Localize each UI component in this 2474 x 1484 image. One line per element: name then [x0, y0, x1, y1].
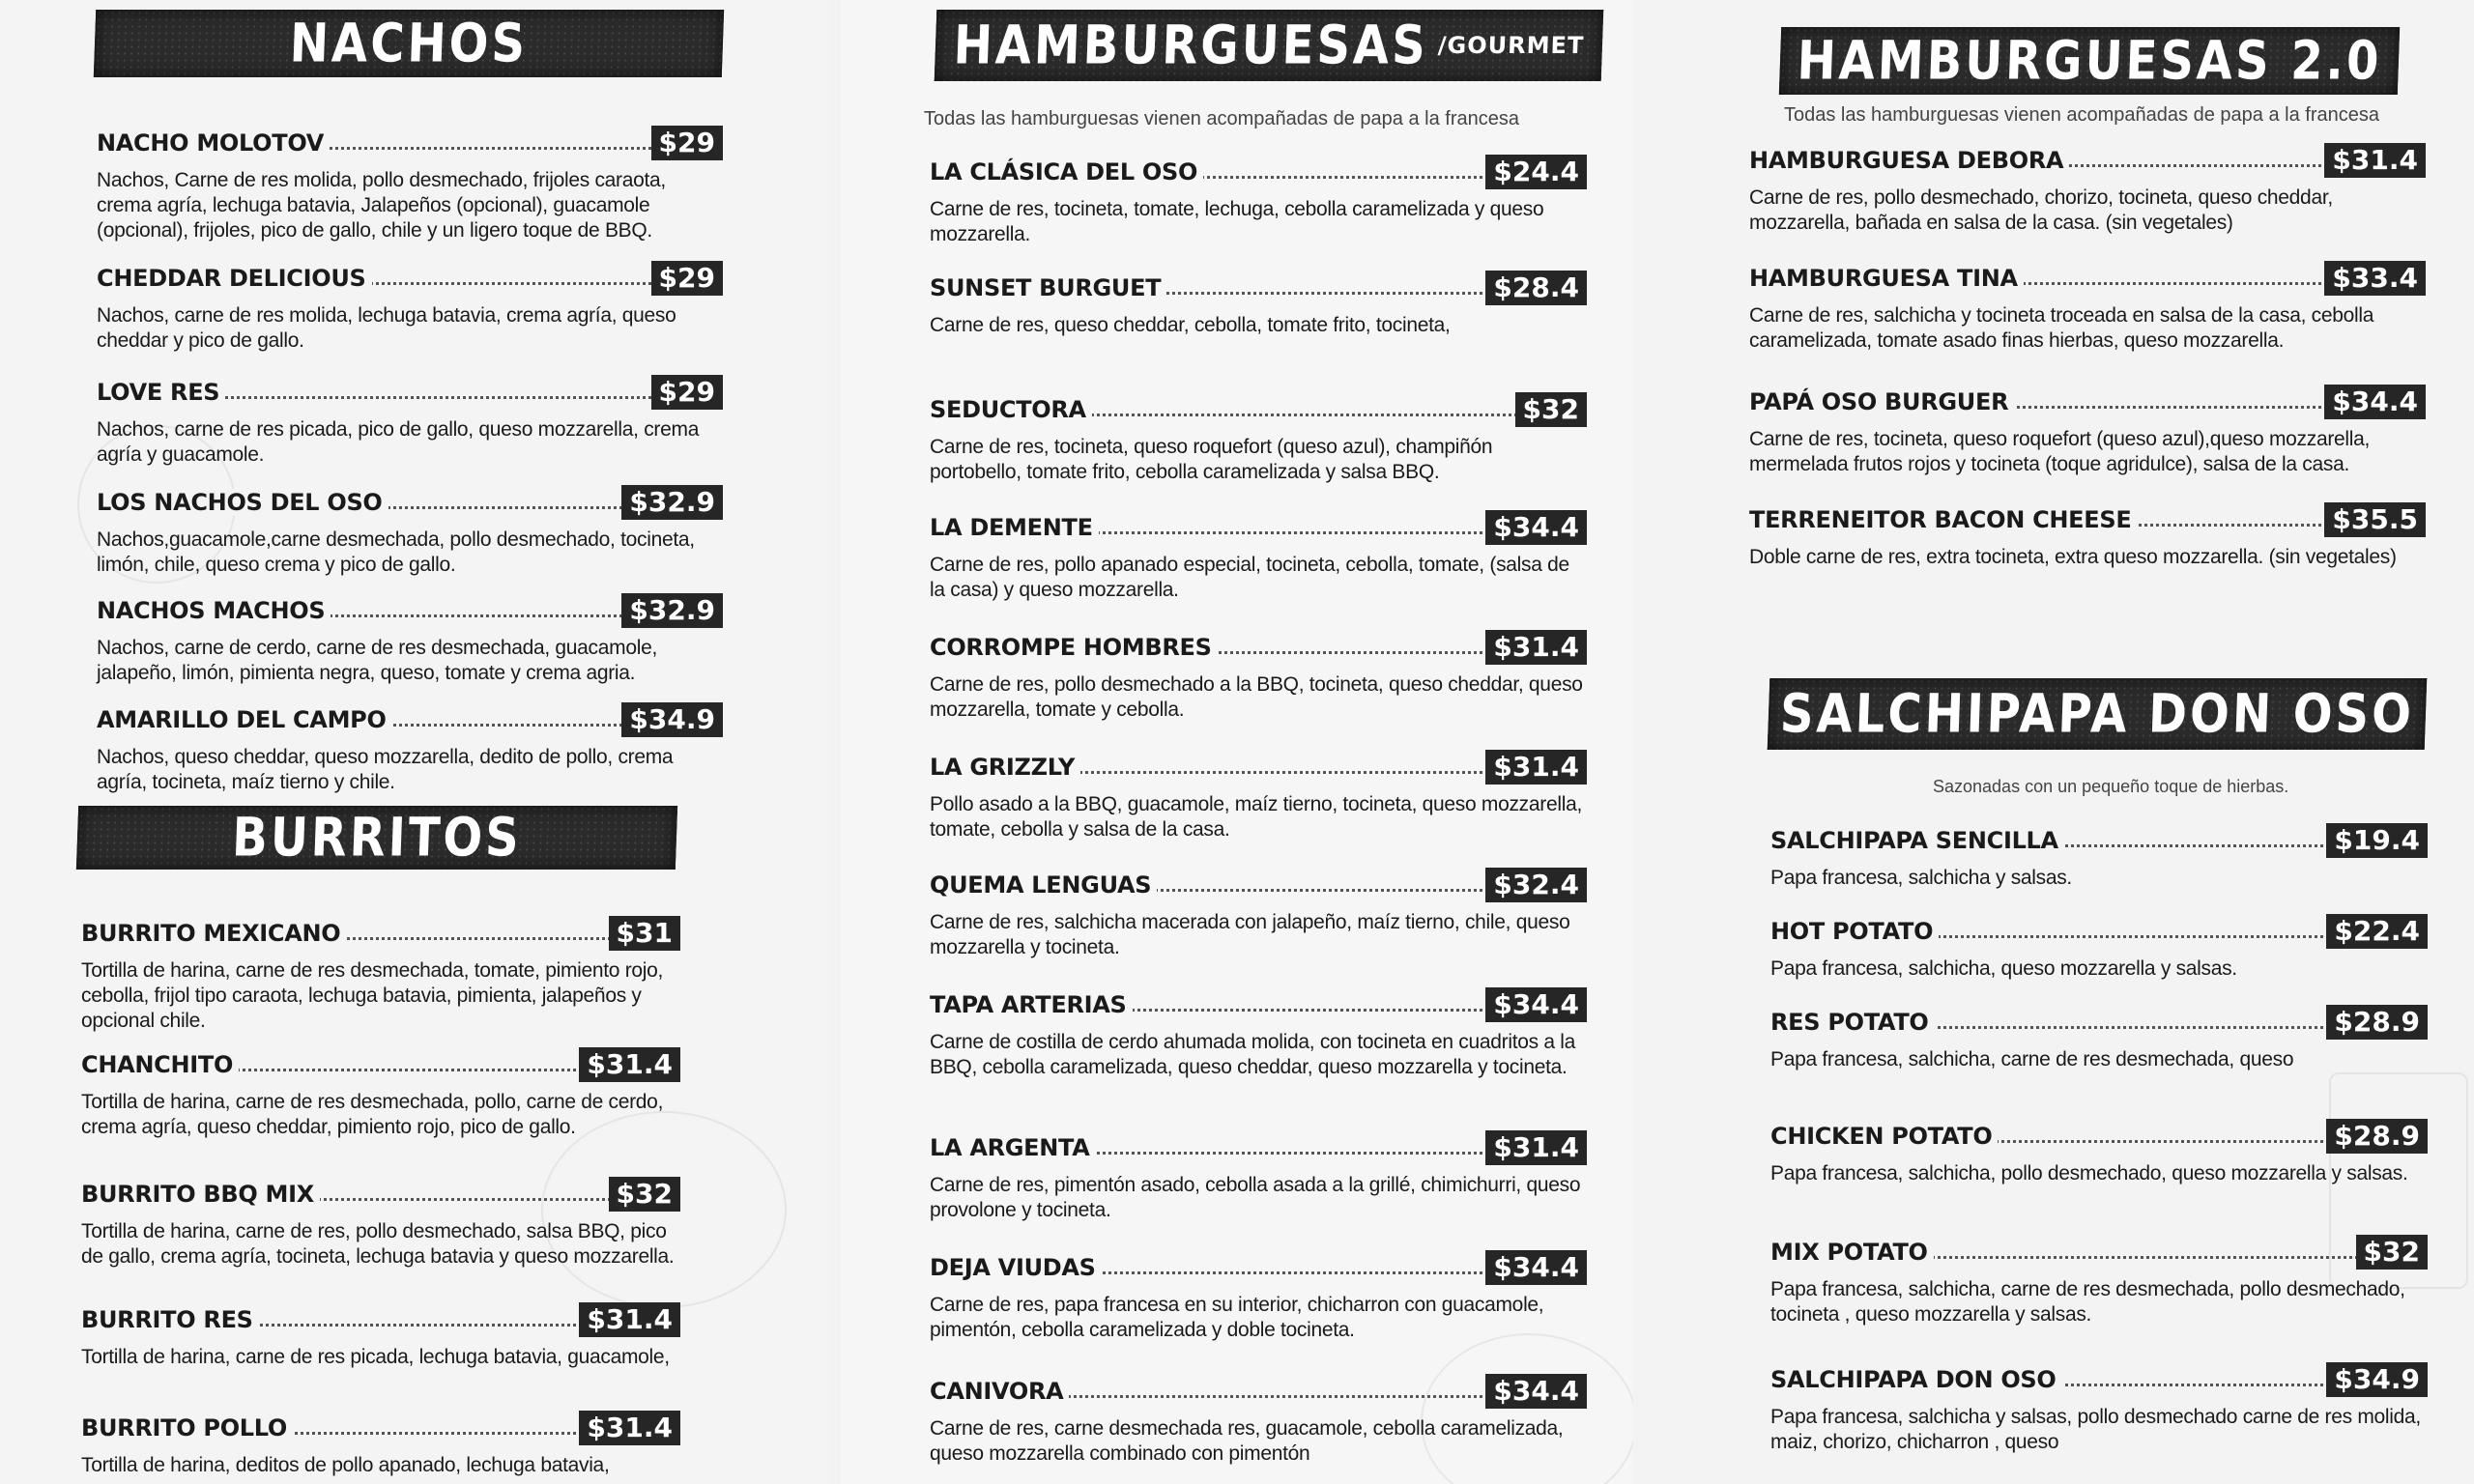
- item-name: LA ARGENTA: [930, 1134, 1096, 1161]
- menu-item[interactable]: [97, 593, 723, 686]
- item-description: Carne de res, salchicha macerada con jalapeño, maíz tierno, chile, queso mozzarella y tocineta.: [930, 911, 1570, 958]
- item-description: Carne de res, carne desmechada res, guacamole, cebolla caramelizada, queso mozzarella combinado con pimentón: [930, 1417, 1564, 1465]
- item-price: $24.4: [1485, 155, 1587, 189]
- menu-item[interactable]: [1749, 385, 2426, 477]
- menu-item[interactable]: [97, 126, 723, 243]
- item-description: Tortilla de harina, carne de res, pollo desmechado, salsa BBQ, pico de gallo, crema agría, tocineta, lechuga batavia y queso mozzarella.: [81, 1220, 675, 1268]
- column-hamburguesas2-salchipapa: [1633, 0, 2474, 1484]
- menu-item[interactable]: [81, 1411, 680, 1478]
- item-price: $29: [651, 126, 723, 160]
- item-description: Carne de res, salchicha y tocineta troceada en salsa de la casa, cebolla caramelizada, tomate asado finas hierbas, queso mozzarella.: [1749, 304, 2374, 352]
- menu-item[interactable]: [81, 1177, 680, 1270]
- item-description: Nachos,guacamole,carne desmechada, pollo desmechado, tocineta, limón, chile, queso crema y pico de gallo.: [97, 528, 695, 576]
- item-name: TERRENEITOR BACON CHEESE: [1749, 506, 2137, 533]
- hamburguesas-subtitle: /GOURMET: [1437, 32, 1585, 59]
- item-price: $29: [651, 375, 723, 410]
- item-name: LA CLÁSICA DEL OSO: [930, 158, 1203, 186]
- item-name: LA GRIZZLY: [930, 754, 1080, 781]
- menu-item[interactable]: [97, 375, 723, 468]
- item-description: Carne de costilla de cerdo ahumada molida, con tocineta en cuadritos a la BBQ, cebolla caramelizada, queso cheddar, queso mozzarella y tocineta.: [930, 1031, 1576, 1078]
- hamburguesas2-title: HAMBURGUESAS 2.0: [1796, 29, 2383, 93]
- item-name: LA DEMENTE: [930, 514, 1099, 541]
- item-description: Tortilla de harina, carne de res picada, lechuga batavia, guacamole,: [81, 1346, 670, 1368]
- item-name: CHICKEN POTATO: [1770, 1123, 1998, 1150]
- menu-item[interactable]: [81, 916, 680, 1034]
- item-price: $34.9: [2326, 1362, 2428, 1397]
- nachos-banner: [94, 10, 724, 77]
- item-description: Carne de res, papa francesa en su interior, chicharron con guacamole, pimentón, cebolla caramelizada y doble tocineta.: [930, 1294, 1544, 1341]
- item-name: SALCHIPAPA SENCILLA: [1770, 827, 2064, 854]
- column-nachos-burritos: [0, 0, 831, 1484]
- menu-item[interactable]: [930, 392, 1587, 485]
- item-price: $32: [1515, 392, 1587, 427]
- item-description: Papa francesa, salchicha, queso mozzarella y salsas.: [1770, 957, 2237, 980]
- menu-item[interactable]: [81, 1302, 680, 1370]
- menu-item[interactable]: [97, 702, 723, 795]
- menu-item[interactable]: [1770, 1362, 2428, 1455]
- item-price: $19.4: [2326, 823, 2428, 858]
- menu-item[interactable]: [1770, 914, 2428, 982]
- menu-item[interactable]: [930, 630, 1587, 723]
- item-name: SEDUCTORA: [930, 396, 1092, 423]
- item-description: Nachos, carne de res molida, lechuga batavia, crema agría, queso cheddar y pico de gallo.: [97, 304, 676, 352]
- item-price: $33.4: [2324, 261, 2426, 296]
- item-price: $34.4: [1485, 1250, 1587, 1285]
- item-description: Carne de res, queso cheddar, cebolla, tomate frito, tocineta,: [930, 314, 1451, 336]
- item-price: $31: [609, 916, 680, 951]
- item-price: $34.4: [1485, 1374, 1587, 1409]
- item-description: Doble carne de res, extra tocineta, extra queso mozzarella. (sin vegetales): [1749, 546, 2397, 568]
- item-price: $34.9: [621, 702, 723, 737]
- menu-item[interactable]: [97, 261, 723, 354]
- salchipapa-note: Sazonadas con un pequeño toque de hierbas.: [1933, 777, 2289, 796]
- item-name: BURRITO RES: [81, 1306, 259, 1333]
- burritos-banner: [76, 806, 677, 870]
- item-name: CHANCHITO: [81, 1051, 239, 1078]
- column-hamburguesas: [841, 0, 1633, 1484]
- item-name: BURRITO MEXICANO: [81, 920, 346, 947]
- item-name: BURRITO POLLO: [81, 1414, 293, 1441]
- menu-item[interactable]: [930, 1130, 1587, 1223]
- item-price: $34.4: [2324, 385, 2426, 419]
- item-price: $31.4: [1485, 750, 1587, 785]
- item-description: Nachos, carne de res picada, pico de gallo, queso mozzarella, crema agría y guacamole.: [97, 418, 700, 466]
- item-description: Carne de res, tocineta, queso roquefort (queso azul), champiñón portobello, tomate frito, cebolla caramelizada y salsa BBQ.: [930, 436, 1493, 483]
- item-description: Papa francesa, salchicha, pollo desmechado, queso mozzarella y salsas.: [1770, 1162, 2408, 1184]
- salchipapa-banner: [1768, 678, 2428, 750]
- item-price: $32: [609, 1177, 680, 1212]
- item-price: $31.4: [1485, 630, 1587, 665]
- menu-item[interactable]: [1770, 1005, 2428, 1072]
- item-description: Papa francesa, salchicha y salsas.: [1770, 867, 2072, 889]
- hamburguesas2-note: Todas las hamburguesas vienen acompañadas de papa a la francesa: [1784, 104, 2379, 126]
- item-name: NACHO MOLOTOV: [97, 129, 330, 157]
- menu-item[interactable]: [1770, 1235, 2428, 1327]
- item-description: Carne de res, pollo desmechado a la BBQ, tocineta, queso cheddar, queso mozzarella, tomate y cebolla.: [930, 673, 1583, 721]
- item-name: LOS NACHOS DEL OSO: [97, 489, 388, 516]
- item-description: Carne de res, pollo apanado especial, tocineta, cebolla, tomate, (salsa de la casa) y queso mozzarella.: [930, 554, 1569, 601]
- item-description: Pollo asado a la BBQ, guacamole, maíz tierno, tocineta, queso mozzarella, tomate, cebolla y salsa de la casa.: [930, 793, 1582, 841]
- item-description: Nachos, Carne de res molida, pollo desmechado, frijoles caraota, crema agría, lechuga batavia, Jalapeños (opcional), guacamole (opcional), frijoles, pico de gallo, chile y un ligero toque de BBQ.: [97, 169, 666, 242]
- item-description: Papa francesa, salchicha y salsas, pollo desmechado carne de res molida, maiz, chorizo, chicharron , queso: [1770, 1406, 2421, 1453]
- item-description: Carne de res, pimentón asado, cebolla asada a la grillé, chimichurri, queso provolone y tocineta.: [930, 1174, 1581, 1221]
- hamburguesas2-banner: [1779, 27, 2400, 95]
- item-price: $35.5: [2324, 502, 2426, 537]
- menu-item[interactable]: [930, 987, 1587, 1080]
- salchipapa-title: SALCHIPAPA DON OSO: [1778, 682, 2416, 746]
- item-name: LOVE RES: [97, 379, 225, 406]
- item-price: $32.9: [621, 485, 723, 520]
- item-price: $32.4: [1485, 868, 1587, 902]
- item-price: $31.4: [2324, 143, 2426, 178]
- menu-item[interactable]: [97, 485, 723, 578]
- nachos-title: NACHOS: [288, 12, 530, 75]
- item-description: Papa francesa, salchicha, carne de res desmechada, pollo desmechado, tocineta , queso mozzarella y salsas.: [1770, 1278, 2405, 1326]
- item-price: $31.4: [1485, 1130, 1587, 1165]
- item-price: $28.9: [2326, 1005, 2428, 1040]
- menu-item[interactable]: [1770, 823, 2428, 891]
- item-name: PAPÁ OSO BURGUER: [1749, 388, 2014, 415]
- menu-item[interactable]: [930, 271, 1587, 338]
- item-name: QUEMA LENGUAS: [930, 871, 1157, 899]
- item-name: CANIVORA: [930, 1378, 1069, 1405]
- menu-item[interactable]: [1749, 261, 2426, 354]
- item-name: NACHOS MACHOS: [97, 597, 331, 624]
- item-description: Carne de res, tocineta, queso roquefort (queso azul),queso mozzarella, mermelada frutos rojos y tocineta (toque agridulce), salsa de la casa.: [1749, 428, 2371, 475]
- menu-item[interactable]: [930, 155, 1587, 247]
- item-price: $34.4: [1485, 510, 1587, 545]
- item-name: TAPA ARTERIAS: [930, 991, 1133, 1018]
- item-name: SALCHIPAPA DON OSO: [1770, 1366, 2062, 1393]
- item-name: HOT POTATO: [1770, 918, 1939, 945]
- item-price: $32.9: [621, 593, 723, 628]
- item-description: Nachos, carne de cerdo, carne de res desmechada, guacamole, jalapeño, limón, pimienta negra, queso, tomate y crema agria.: [97, 637, 657, 684]
- item-price: $28.9: [2326, 1119, 2428, 1154]
- item-price: $34.4: [1485, 987, 1587, 1022]
- item-name: CHEDDAR DELICIOUS: [97, 265, 372, 292]
- item-price: $28.4: [1485, 271, 1587, 305]
- item-name: CORROMPE HOMBRES: [930, 634, 1218, 661]
- item-name: HAMBURGUESA TINA: [1749, 265, 2024, 292]
- item-price: $22.4: [2326, 914, 2428, 949]
- hamburguesas-banner: [935, 10, 1604, 81]
- item-description: Tortilla de harina, carne de res desmechada, pollo, carne de cerdo, crema agría, queso cheddar, pimiento rojo, pico de gallo.: [81, 1091, 664, 1138]
- menu-item[interactable]: [930, 1250, 1587, 1343]
- item-name: BURRITO BBQ MIX: [81, 1181, 320, 1208]
- item-name: DEJA VIUDAS: [930, 1254, 1102, 1281]
- item-price: $31.4: [579, 1302, 680, 1337]
- menu-item[interactable]: [1770, 1119, 2428, 1186]
- item-name: RES POTATO: [1770, 1009, 1935, 1036]
- item-description: Papa francesa, salchicha, carne de res desmechada, queso: [1770, 1048, 2294, 1070]
- menu-item[interactable]: [930, 868, 1587, 960]
- item-name: MIX POTATO: [1770, 1239, 1934, 1266]
- hamburguesas-title: HAMBURGUESAS: [952, 14, 1429, 77]
- item-description: Carne de res, tocineta, tomate, lechuga, cebolla caramelizada y queso mozzarella.: [930, 198, 1544, 245]
- item-price: $29: [651, 261, 723, 296]
- item-price: $31.4: [579, 1047, 680, 1082]
- burritos-title: BURRITOS: [231, 806, 523, 870]
- item-name: SUNSET BURGUET: [930, 274, 1166, 301]
- item-description: Tortilla de harina, carne de res desmechada, tomate, pimiento rojo, cebolla, frijol tipo caraota, lechuga batavia, pimienta, jalapeños y opcional chile.: [81, 959, 664, 1032]
- item-price: $31.4: [579, 1411, 680, 1445]
- menu-item[interactable]: [1749, 143, 2426, 236]
- menu-item[interactable]: [930, 750, 1587, 842]
- item-name: AMARILLO DEL CAMPO: [97, 706, 392, 733]
- menu-item[interactable]: [81, 1047, 680, 1140]
- item-description: Tortilla de harina, deditos de pollo apanado, lechuga batavia,: [81, 1454, 610, 1476]
- menu-item[interactable]: [930, 1374, 1587, 1467]
- hamburguesas-note: Todas las hamburguesas vienen acompañadas de papa a la francesa: [924, 108, 1519, 129]
- menu-item[interactable]: [1749, 502, 2426, 570]
- item-name: HAMBURGUESA DEBORA: [1749, 147, 2069, 174]
- item-description: Carne de res, pollo desmechado, chorizo, tocineta, queso cheddar, mozzarella, bañada en salsa de la casa. (sin vegetales): [1749, 186, 2333, 234]
- menu-item[interactable]: [930, 510, 1587, 603]
- item-description: Nachos, queso cheddar, queso mozzarella, dedito de pollo, crema agría, tocineta, maíz tierno y chile.: [97, 746, 674, 793]
- item-price: $32: [2356, 1235, 2428, 1270]
